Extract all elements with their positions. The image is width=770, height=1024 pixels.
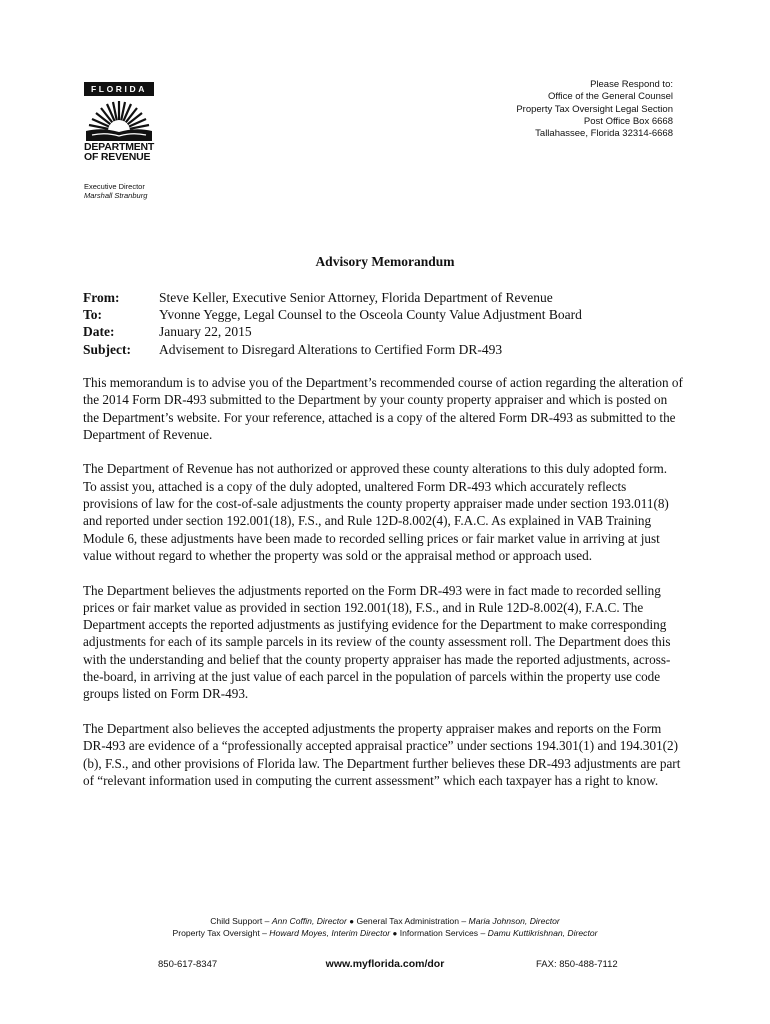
respond-line: Tallahassee, Florida 32314-6668 <box>535 128 673 140</box>
from-row <box>83 289 582 306</box>
memo-header-fields <box>83 289 582 358</box>
respond-address-block <box>516 79 673 140</box>
footer-divisions <box>0 916 770 939</box>
footer-phone: 850-617-8347 <box>158 959 218 970</box>
body-paragraph-1: This memorandum is to advise you of the Department’s recommended course of action regarding the alteration of the 2014 Form DR-493 submitted to the Department by your county property appraiser and which is posted on the Department’s website. For your reference, attached is a copy of the altered Form DR-493 as submitted to the Department of Revenue. <box>83 375 683 442</box>
footer-line-2 <box>0 928 770 940</box>
date-row <box>83 323 582 340</box>
date-label: Date: <box>83 324 115 340</box>
subject-value: Advisement to Disregard Alterations to Certified Form DR-493 <box>159 341 503 357</box>
bullet-icon: ● <box>349 917 355 926</box>
body-paragraph-3: The Department believes the adjustments reported on the Form DR-493 were in fact made to recorded selling prices or fair market value as provided in section 192.001(18), F.S., and in Rule 12D-8.002(4), F.A.C. The Department accepts the reported adjustments as justifying evidence for the Department to make corresponding adjustments for each of its sample parcels in its review of the county assessment roll. The Department does this with the understanding and belief that the county property appraiser has made the reported adjustments, across-the-board, in arriving at the just value of each parcel in the population of parcels within the property use code groups listed on Form DR-493. <box>83 582 671 702</box>
to-label: To: <box>83 307 103 323</box>
logo-dept-line2: OF REVENUE <box>84 151 151 163</box>
logo-department-text <box>84 142 154 162</box>
pto-director: Howard Moyes, Interim Director <box>269 927 391 938</box>
respond-line: Property Tax Oversight Legal Section <box>516 103 673 115</box>
respond-line: Post Office Box 6668 <box>583 115 673 127</box>
from-label: From: <box>83 290 120 305</box>
respond-line: Please Respond to: <box>590 79 673 90</box>
footer-fax: FAX: 850-488-7112 <box>536 959 618 970</box>
to-value: Yvonne Yegge, Legal Counsel to the Osceola County Value Adjustment Board <box>159 307 582 323</box>
pto-label: Property Tax Oversight – <box>172 927 270 938</box>
sunburst-icon <box>84 99 154 141</box>
body-paragraph-2: The Department of Revenue has not authorized or approved these county alterations to this duly adopted form. To assist you, attached is a copy of the duly adopted, unaltered Form DR-493 which accurately reflects provisions of law for the cost-of-sale adjustments the county property appraiser made under section 193.011(8) and reported under section 192.001(18), F.S., and Rule 12D-8.002(4), F.A.C. As explained in VAB Training Module 6, these adjustments have been made to recorded selling prices or fair market value in arriving at just value without regard to whether the property was sold or the appraisal method or approach used. <box>83 461 669 563</box>
logo-florida-banner: FLORIDA <box>84 82 154 96</box>
is-label: Information Services – <box>397 927 488 938</box>
child-support-label: Child Support – <box>210 916 272 926</box>
is-director: Damu Kuttikrishnan, Director <box>487 927 598 938</box>
executive-name: Marshall Stranburg <box>84 191 148 200</box>
respond-line: Office of the General Counsel <box>548 91 673 103</box>
body-paragraph-4: The Department also believes the accepted adjustments the property appraiser makes and reports on the Form DR-493 are evidence of a “professionally accepted appraisal practice” under sections 194.301(1) and 194.301(2)(b), F.S., and other provisions of Florida law. The Department further believes these DR-493 adjustments are part of “relevant information used in computing the current assessment” which each taxpayer has a right to know. <box>83 720 681 788</box>
child-support-director: Ann Coffin, Director <box>271 916 347 926</box>
executive-title: Executive Director <box>84 182 145 191</box>
dor-logo <box>84 82 154 162</box>
memo-body <box>83 374 683 806</box>
gta-label: General Tax Administration – <box>354 916 469 926</box>
footer-website-link[interactable]: www.myflorida.com/dor <box>325 958 445 970</box>
subject-row <box>83 341 582 358</box>
to-row <box>83 306 582 323</box>
memo-title: Advisory Memorandum <box>315 254 455 269</box>
date-value: January 22, 2015 <box>159 324 252 340</box>
from-value: Steve Keller, Executive Senior Attorney, Florida Department of Revenue <box>159 290 553 305</box>
logo-dept-line1: DEPARTMENT <box>84 141 155 153</box>
executive-director-block <box>84 182 147 200</box>
footer-line-1 <box>0 916 770 928</box>
bullet-icon: ● <box>392 928 398 938</box>
gta-director: Maria Johnson, Director <box>468 916 560 926</box>
subject-label: Subject: <box>83 341 131 357</box>
